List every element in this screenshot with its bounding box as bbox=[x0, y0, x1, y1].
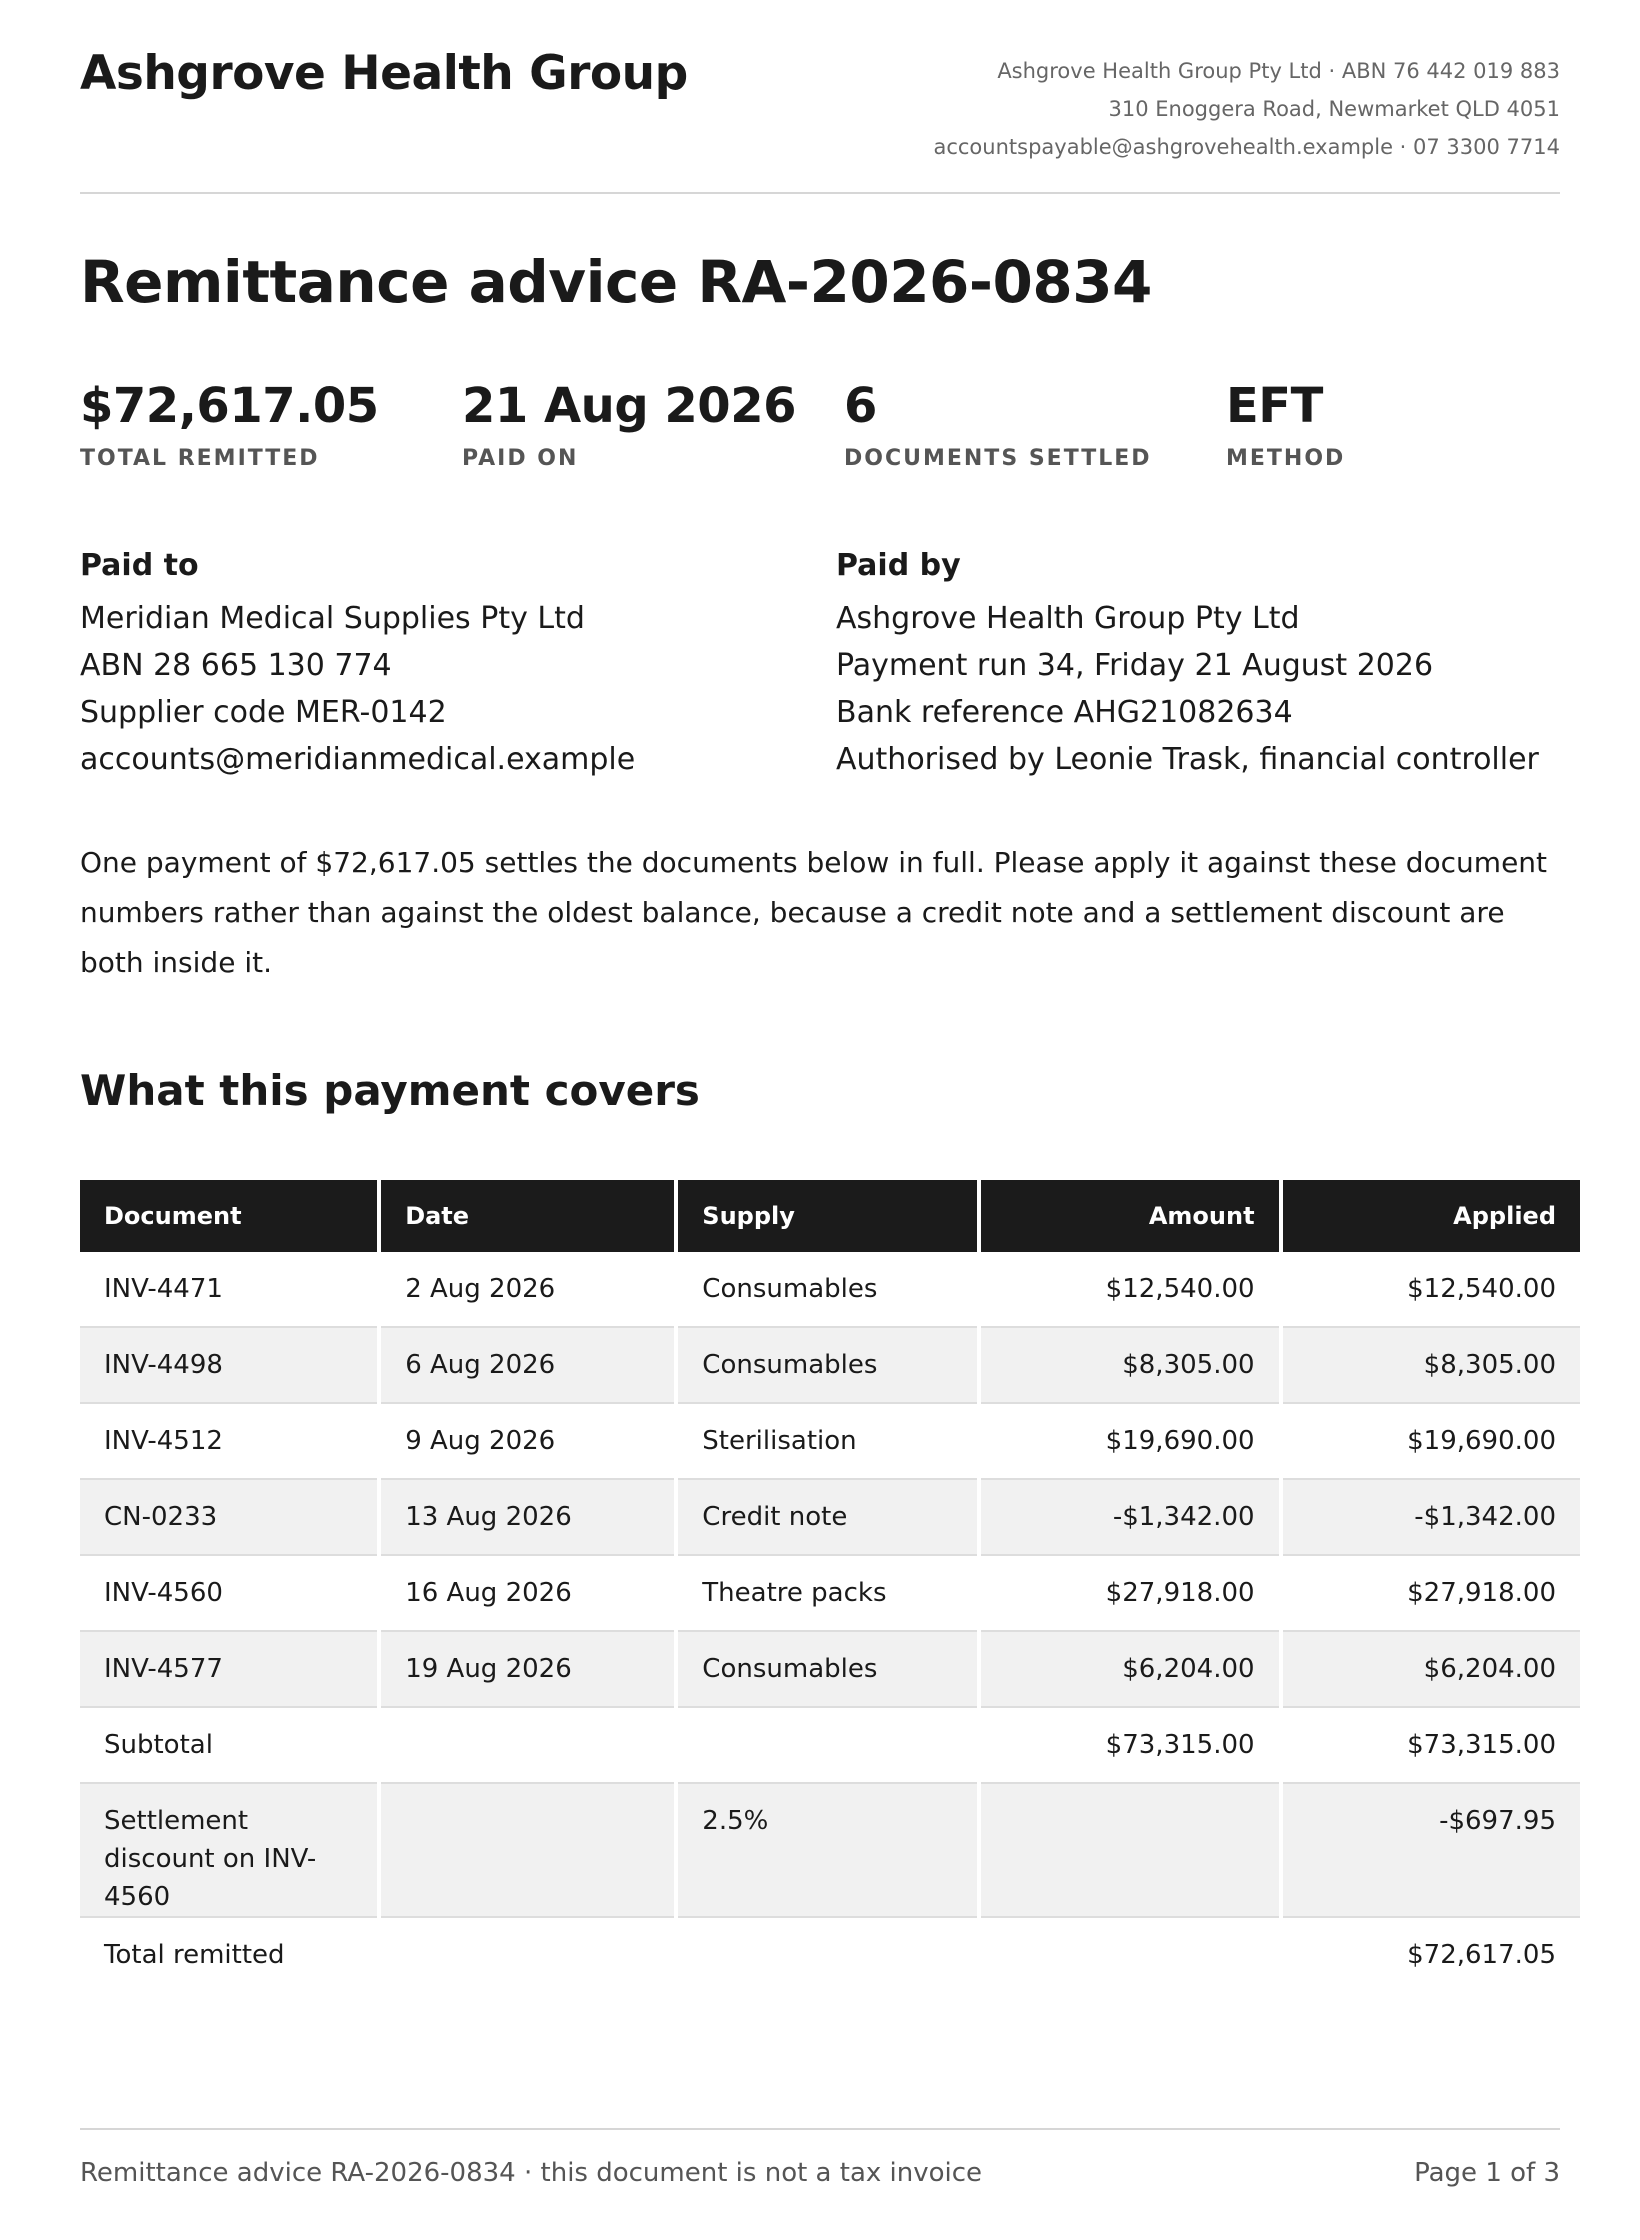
paid-to-heading: Paid to bbox=[80, 548, 199, 583]
cell-date: 6 Aug 2026 bbox=[381, 1328, 674, 1404]
paid-by-line: Bank reference AHG21082634 bbox=[836, 695, 1293, 730]
stat-label: DOCUMENTS SETTLED bbox=[844, 446, 1152, 471]
table-row bbox=[80, 1404, 1580, 1480]
stat-label: METHOD bbox=[1226, 446, 1346, 471]
cell-empty bbox=[678, 1708, 977, 1784]
remittance-page bbox=[80, 0, 1560, 2188]
cell-discount-rate: 2.5% bbox=[678, 1784, 977, 1918]
cell-empty bbox=[981, 1784, 1278, 1918]
paid-by-line: Authorised by Leonie Trask, financial controller bbox=[836, 742, 1539, 777]
cell-document: INV-4560 bbox=[80, 1556, 377, 1632]
contact-line: Ashgrove Health Group Pty Ltd · ABN 76 442 019 883 bbox=[997, 59, 1560, 83]
cell-supply: Consumables bbox=[678, 1252, 977, 1328]
company-contact bbox=[933, 52, 1560, 166]
cell-applied: $27,918.00 bbox=[1283, 1556, 1580, 1632]
subtotal-row bbox=[80, 1708, 1580, 1784]
column-header-supply: Supply bbox=[678, 1180, 977, 1252]
section-title: What this payment covers bbox=[80, 1066, 700, 1115]
paid-by-block bbox=[836, 542, 1539, 783]
cell-label: Total remitted bbox=[104, 1940, 285, 1970]
cell-supply: Consumables bbox=[678, 1632, 977, 1708]
cell-date: 19 Aug 2026 bbox=[381, 1632, 674, 1708]
page-footer bbox=[80, 2128, 1560, 2188]
cell-applied: $72,617.05 bbox=[1407, 1940, 1556, 1970]
cell-amount: $6,204.00 bbox=[981, 1632, 1278, 1708]
table-row bbox=[80, 1328, 1580, 1404]
stat-method bbox=[1226, 376, 1345, 471]
cell-supply: Sterilisation bbox=[678, 1404, 977, 1480]
cell-amount: $12,540.00 bbox=[981, 1252, 1278, 1328]
cell-empty bbox=[381, 1708, 674, 1784]
cell-applied: $12,540.00 bbox=[1283, 1252, 1580, 1328]
stat-label: TOTAL REMITTED bbox=[80, 446, 320, 471]
stat-paid-on bbox=[462, 376, 796, 471]
cell-document: INV-4471 bbox=[80, 1252, 377, 1328]
cell-label: Subtotal bbox=[80, 1708, 377, 1784]
cell-amount: $73,315.00 bbox=[981, 1708, 1278, 1784]
stat-total-remitted bbox=[80, 376, 379, 471]
paid-to-line: Meridian Medical Supplies Pty Ltd bbox=[80, 601, 585, 636]
table-row bbox=[80, 1556, 1580, 1632]
paid-by-line: Payment run 34, Friday 21 August 2026 bbox=[836, 648, 1434, 683]
cell-amount: $19,690.00 bbox=[981, 1404, 1278, 1480]
table-row bbox=[80, 1252, 1580, 1328]
cell-empty bbox=[981, 1918, 1278, 1992]
total-row bbox=[80, 1918, 1580, 1992]
stat-documents-settled bbox=[844, 376, 1152, 471]
company-name: Ashgrove Health Group bbox=[80, 46, 688, 101]
payment-table bbox=[76, 1180, 1584, 1992]
table-header-row bbox=[80, 1180, 1580, 1252]
cell-empty bbox=[678, 1918, 977, 1992]
cell-date: 2 Aug 2026 bbox=[381, 1252, 674, 1328]
contact-line: 310 Enoggera Road, Newmarket QLD 4051 bbox=[1108, 97, 1560, 121]
table-row bbox=[80, 1480, 1580, 1556]
stat-value: EFT bbox=[1226, 378, 1323, 434]
cell-label: Settlement discount on INV-4560 bbox=[80, 1784, 377, 1918]
cell-document: CN-0233 bbox=[80, 1480, 377, 1556]
table-row bbox=[80, 1632, 1580, 1708]
cell-date: 16 Aug 2026 bbox=[381, 1556, 674, 1632]
stat-value: $72,617.05 bbox=[80, 378, 379, 434]
cell-empty bbox=[381, 1918, 674, 1992]
cell-document: INV-4498 bbox=[80, 1328, 377, 1404]
column-header-date: Date bbox=[381, 1180, 674, 1252]
letterhead bbox=[80, 0, 1560, 194]
cell-supply: Consumables bbox=[678, 1328, 977, 1404]
column-header-amount: Amount bbox=[981, 1180, 1278, 1252]
cell-empty bbox=[381, 1784, 674, 1918]
document-title: Remittance advice RA-2026-0834 bbox=[80, 248, 1152, 316]
stat-label: PAID ON bbox=[462, 446, 579, 471]
paid-by-line: Ashgrove Health Group Pty Ltd bbox=[836, 601, 1300, 636]
cell-applied: $19,690.00 bbox=[1283, 1404, 1580, 1480]
paid-by-heading: Paid by bbox=[836, 548, 961, 583]
cell-applied: -$697.95 bbox=[1283, 1784, 1580, 1918]
stat-value: 6 bbox=[844, 378, 877, 434]
cell-amount: $8,305.00 bbox=[981, 1328, 1278, 1404]
column-header-document: Document bbox=[80, 1180, 377, 1252]
contact-line: accountspayable@ashgrovehealth.example · 07 3300 7714 bbox=[933, 135, 1560, 159]
cell-applied: $8,305.00 bbox=[1283, 1328, 1580, 1404]
cell-document: INV-4512 bbox=[80, 1404, 377, 1480]
cell-date: 13 Aug 2026 bbox=[381, 1480, 674, 1556]
cell-applied: $73,315.00 bbox=[1283, 1708, 1580, 1784]
cell-amount: -$1,342.00 bbox=[981, 1480, 1278, 1556]
cell-document: INV-4577 bbox=[80, 1632, 377, 1708]
intro-paragraph: One payment of $72,617.05 settles the documents below in full. Please apply it against these document numbers rather than against the oldest balance, because a credit note and a settlement discount are both inside it. bbox=[80, 846, 1548, 979]
footer-note: Remittance advice RA-2026-0834 · this document is not a tax invoice bbox=[80, 2158, 983, 2188]
paid-to-block bbox=[80, 542, 635, 783]
cell-applied: $6,204.00 bbox=[1283, 1632, 1580, 1708]
cell-supply: Theatre packs bbox=[678, 1556, 977, 1632]
page-number: Page 1 of 3 bbox=[1414, 2158, 1560, 2188]
paid-to-email: accounts@meridianmedical.example bbox=[80, 742, 636, 777]
cell-date: 9 Aug 2026 bbox=[381, 1404, 674, 1480]
stat-value: 21 Aug 2026 bbox=[462, 378, 796, 434]
discount-row bbox=[80, 1784, 1580, 1918]
cell-supply: Credit note bbox=[678, 1480, 977, 1556]
cell-applied: -$1,342.00 bbox=[1283, 1480, 1580, 1556]
paid-to-line: ABN 28 665 130 774 bbox=[80, 648, 392, 683]
cell-amount: $27,918.00 bbox=[981, 1556, 1278, 1632]
column-header-applied: Applied bbox=[1283, 1180, 1580, 1252]
paid-to-line: Supplier code MER-0142 bbox=[80, 695, 447, 730]
